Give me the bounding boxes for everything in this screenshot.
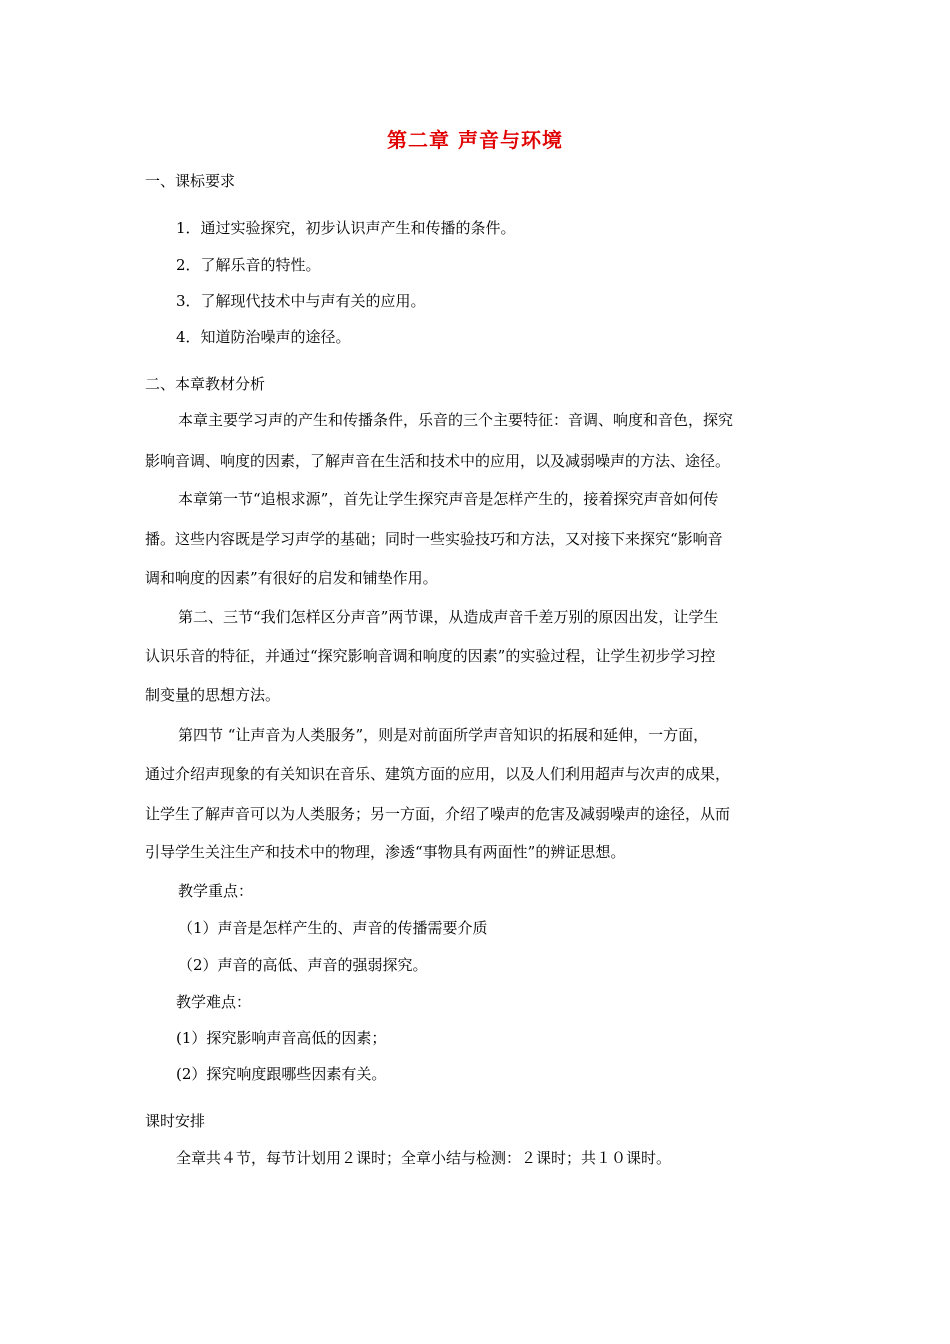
key-point-item-2: （2）声音的高低、声音的强弱探究。: [178, 956, 428, 974]
schedule-heading: 课时安排: [145, 1112, 206, 1130]
analysis-paragraph-2-line-1: 本章第一节“追根求源”，首先让学生探究声音是怎样产生的，接着探究声音如何传: [178, 490, 719, 508]
analysis-paragraph-2-line-3: 调和响度的因素”有很好的启发和铺垫作用。: [145, 569, 438, 587]
difficult-points-label: 教学难点：: [176, 993, 252, 1011]
analysis-paragraph-4-line-1: 第四节 “让声音为人类服务”，则是对前面所学声音知识的拓展和延伸，一方面，: [178, 726, 709, 744]
analysis-paragraph-3-line-3: 制变量的思想方法。: [145, 686, 281, 704]
difficult-point-item-1: (1）探究影响声音高低的因素；: [176, 1029, 387, 1047]
key-point-item-1: （1）声音是怎样产生的、声音的传播需要介质: [178, 919, 488, 937]
difficult-point-item-2: (2）探究响度跟哪些因素有关。: [176, 1065, 387, 1083]
standards-item-1: 1．通过实验探究，初步认识声产生和传播的条件。: [176, 219, 516, 237]
analysis-paragraph-4-line-3: 让学生了解声音可以为人类服务；另一方面，介绍了噪声的危害及减弱噪声的途径，从而: [145, 805, 731, 823]
key-points-label: 教学重点：: [178, 882, 254, 900]
standards-item-3: 3．了解现代技术中与声有关的应用。: [176, 292, 426, 310]
section-heading-standards: 一、课标要求: [145, 172, 236, 190]
analysis-paragraph-2-line-2: 播。这些内容既是学习声学的基础；同时一些实验技巧和方法，又对接下来探究“影响音: [145, 530, 723, 548]
analysis-paragraph-1-line-2: 影响音调、响度的因素，了解声音在生活和技术中的应用，以及减弱噪声的方法、途径。: [145, 452, 731, 470]
chapter-title: 第二章 声音与环境: [387, 128, 563, 152]
analysis-paragraph-1-line-1: 本章主要学习声的产生和传播条件，乐音的三个主要特征：音调、响度和音色，探究: [178, 411, 734, 429]
schedule-text: 全章共４节，每节计划用２课时；全章小结与检测：２课时；共１０课时。: [176, 1149, 672, 1167]
analysis-paragraph-4-line-2: 通过介绍声现象的有关知识在音乐、建筑方面的应用，以及人们利用超声与次声的成果，: [145, 765, 731, 783]
standards-item-2: 2．了解乐音的特性。: [176, 256, 321, 274]
analysis-paragraph-4-line-4: 引导学生关注生产和技术中的物理，渗透“事物具有两面性”的辨证思想。: [145, 843, 626, 861]
analysis-paragraph-3-line-1: 第二、三节“我们怎样区分声音”两节课，从造成声音千差万别的原因出发，让学生: [178, 608, 719, 626]
section-heading-analysis: 二、本章教材分析: [145, 375, 266, 393]
analysis-paragraph-3-line-2: 认识乐音的特征，并通过“探究影响音调和响度的因素”的实验过程，让学生初步学习控: [145, 647, 716, 665]
standards-item-4: 4．知道防治噪声的途径。: [176, 328, 351, 346]
